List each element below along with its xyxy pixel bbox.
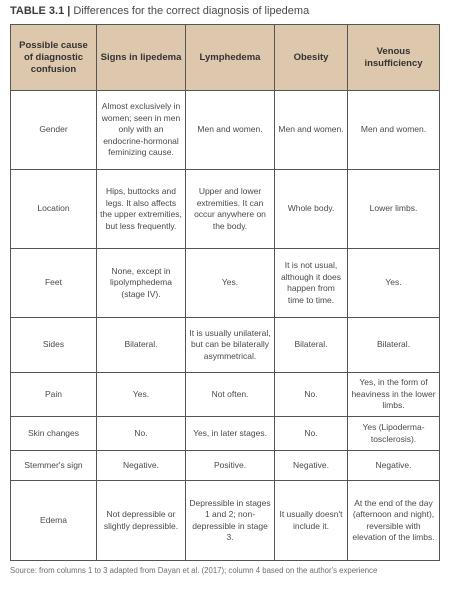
table-row	[11, 451, 440, 481]
cell-lymphedema: Not often.	[186, 373, 275, 417]
cell-venous: Lower limbs.	[348, 170, 440, 249]
cell-obesity: Negative.	[275, 451, 348, 481]
source-note: Source: from columns 1 to 3 adapted from Dayan et al. (2017); column 4 based on the author's experience	[10, 566, 378, 575]
cell-venous: At the end of the day (afternoon and night), reversible with elevation of the limbs.	[348, 481, 440, 561]
cell-lipedema: Almost exclusively in women; seen in men only with an endocrine-hormonal feminizing cause.	[97, 91, 186, 170]
cell-lymphedema: Yes, in later stages.	[186, 417, 275, 451]
cell-venous: Men and women.	[348, 91, 440, 170]
cell-venous: Bilateral.	[348, 318, 440, 373]
cell-lymphedema: Men and women.	[186, 91, 275, 170]
cell-lymphedema: Yes.	[186, 249, 275, 318]
table-number: TABLE 3.1 |	[10, 5, 71, 17]
cell-venous: Negative.	[348, 451, 440, 481]
row-label-gender: Gender	[11, 91, 97, 170]
row-label-sides: Sides	[11, 318, 97, 373]
row-label-location: Location	[11, 170, 97, 249]
cell-venous: Yes.	[348, 249, 440, 318]
table-title: Differences for the correct diagnosis of lipedema	[73, 5, 310, 17]
header-row	[11, 25, 440, 91]
row-label-feet: Feet	[11, 249, 97, 318]
cell-lipedema: No.	[97, 417, 186, 451]
table-row	[11, 373, 440, 417]
cell-lymphedema: Positive.	[186, 451, 275, 481]
table-row	[11, 318, 440, 373]
header-lipedema: Signs in lipedema	[97, 25, 186, 91]
row-label-edema: Edema	[11, 481, 97, 561]
table-row	[11, 417, 440, 451]
header-lymphedema: Lymphedema	[186, 25, 275, 91]
table-row	[11, 170, 440, 249]
cell-obesity: It usually doesn't include it.	[275, 481, 348, 561]
cell-venous: Yes, in the form of heaviness in the lower limbs.	[348, 373, 440, 417]
cell-obesity: It is not usual, although it does happen from time to time.	[275, 249, 348, 318]
row-label-pain: Pain	[11, 373, 97, 417]
table-row	[11, 481, 440, 561]
table-caption	[10, 4, 309, 18]
header-cause: Possible cause of diagnostic confusion	[11, 25, 97, 91]
cell-lipedema: Hips, buttocks and legs. It also affects the upper extremities, but less frequently.	[97, 170, 186, 249]
cell-lipedema: Not depressible or slightly depressible.	[97, 481, 186, 561]
cell-lymphedema: Upper and lower extremities. It can occur anywhere on the body.	[186, 170, 275, 249]
cell-obesity: No.	[275, 373, 348, 417]
cell-lipedema: Bilateral.	[97, 318, 186, 373]
row-label-skin-changes: Skin changes	[11, 417, 97, 451]
cell-obesity: Bilateral.	[275, 318, 348, 373]
table-row	[11, 91, 440, 170]
cell-lipedema: None, except in lipolymphedema (stage IV).	[97, 249, 186, 318]
cell-lipedema: Yes.	[97, 373, 186, 417]
cell-lymphedema: It is usually unilateral, but can be bilaterally asymmetrical.	[186, 318, 275, 373]
cell-lymphedema: Depressible in stages 1 and 2; non-depressible in stage 3.	[186, 481, 275, 561]
header-venous-insufficiency: Venous insufficiency	[348, 25, 440, 91]
cell-lipedema: Negative.	[97, 451, 186, 481]
cell-obesity: Men and women.	[275, 91, 348, 170]
cell-obesity: Whole body.	[275, 170, 348, 249]
table-row	[11, 249, 440, 318]
cell-venous: Yes (Lipoderma-tosclerosis).	[348, 417, 440, 451]
row-label-stemmers-sign: Stemmer's sign	[11, 451, 97, 481]
lipedema-diagnosis-table	[10, 24, 440, 561]
header-obesity: Obesity	[275, 25, 348, 91]
cell-obesity: No.	[275, 417, 348, 451]
